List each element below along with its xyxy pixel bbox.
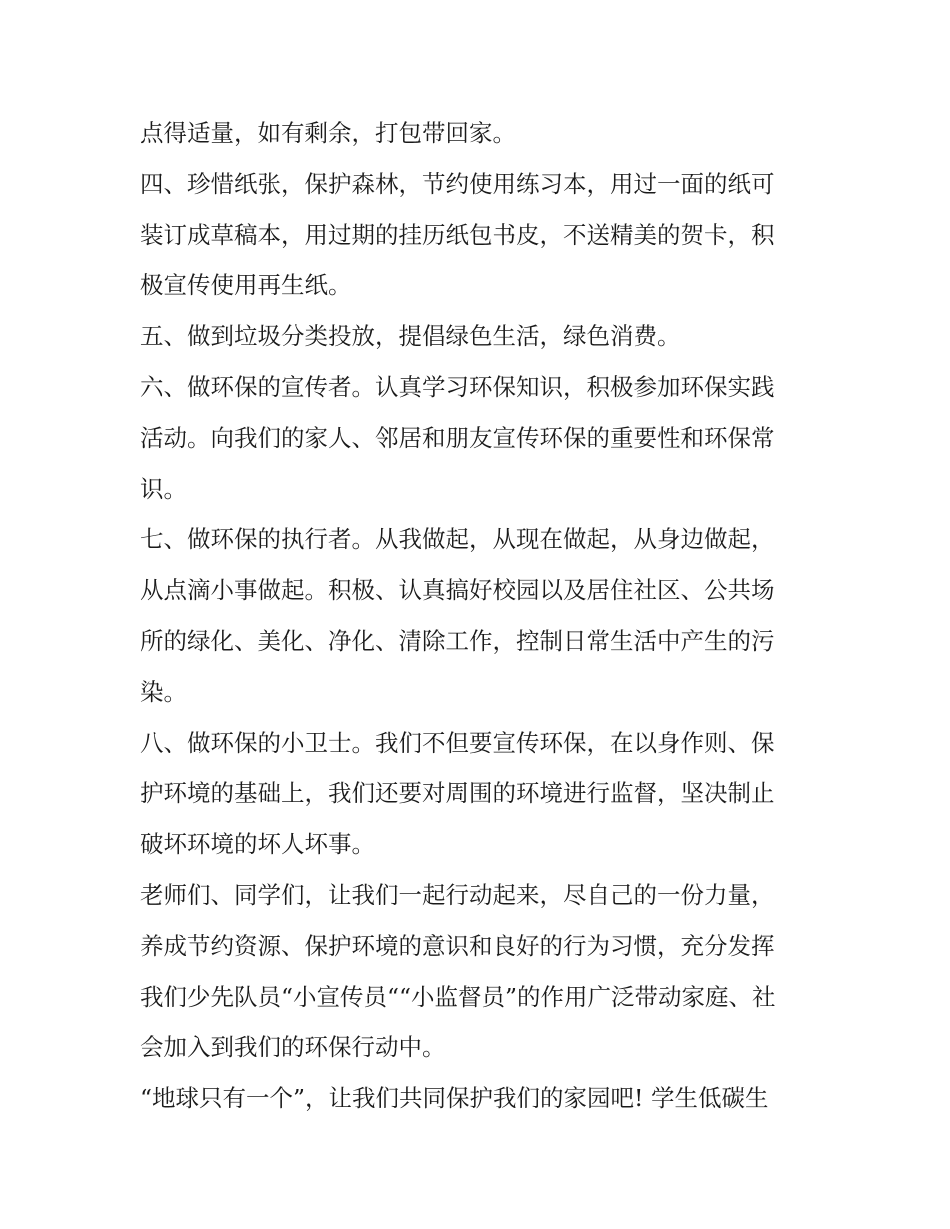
text-line: 识。 [140,474,187,503]
text-line: 五、做到垃圾分类投放，提倡绿色生活，绿色消费。 [140,322,681,351]
text-line: 会加入到我们的环保行动中。 [140,1033,446,1062]
text-line: 六、做环保的宣传者。认真学习环保知识，积极参加环保实践 [140,372,775,401]
document-body [140,108,815,1124]
text-line: “地球只有一个”，让我们共同保护我们的家园吧! 学生低碳生 [140,1084,769,1113]
text-line: 养成节约资源、保护环境的意识和良好的行为习惯，充分发挥 [140,931,775,960]
text-line: 装订成草稿本，用过期的挂历纸包书皮，不送精美的贺卡，积 [140,220,775,249]
text-line: 所的绿化、美化、净化、清除工作，控制日常生活中产生的污 [140,626,775,655]
text-line: 点得适量，如有剩余，打包带回家。 [140,119,516,147]
text-line: 八、做环保的小卫士。我们不但要宣传环保，在以身作则、保 [140,728,775,757]
text-line: 护环境的基础上，我们还要对周围的环境进行监督，坚决制止 [140,779,775,808]
text-line: 从点滴小事做起。积极、认真搞好校园以及居住社区、公共场 [140,576,775,605]
text-line: 染。 [140,677,187,706]
text-line: 老师们、同学们，让我们一起行动起来，尽自己的一份力量， [140,880,775,909]
text-line: 七、做环保的执行者。从我做起，从现在做起，从身边做起， [140,525,775,554]
text-line: 四、珍惜纸张，保护森林，节约使用练习本，用过一面的纸可 [140,169,775,198]
text-line: 破坏环境的坏人坏事。 [140,830,375,859]
text-line: 极宣传使用再生纸。 [140,271,352,300]
text-line: 活动。向我们的家人、邻居和朋友宣传环保的重要性和环保常 [140,423,775,452]
text-line: 我们少先队员“小宣传员““小监督员”的作用广泛带动家庭、社 [140,982,776,1011]
